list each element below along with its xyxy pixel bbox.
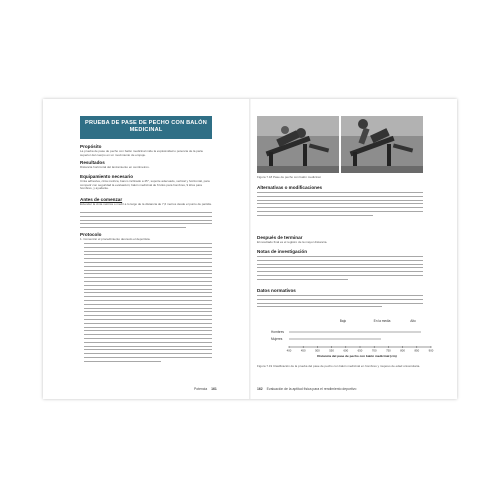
section-heading-proposito: Propósito [80, 144, 102, 149]
right-running-footer [257, 387, 356, 391]
chart-tick-label: 450 [300, 348, 306, 353]
section-body-protocolo: 1. Comenzar el procedimiento desnudo el deportista. [80, 237, 151, 241]
section-body-despues: El resultado final es el registro de la mayor distancia. [257, 240, 328, 244]
test-title-banner: PRUEBA DE PASE DE PECHO CON BALÓN MEDICINAL [80, 116, 212, 139]
left-footer-text: Potencia [194, 387, 208, 391]
section-heading-protocolo: Protocolo [80, 232, 102, 237]
figure-7-19-caption: Figura 7.19 Clasificación de la prueba del pase de pecho con balón medicinal en hombres y mujeres de edad universitaria. [257, 364, 421, 368]
section-body-proposito: La prueba de pase de pecho con balón medicinal mide la explosividad o potencia de la parte superior del cuerpo en un movimiento de empuje. [80, 149, 204, 157]
left-running-footer [194, 387, 217, 391]
chart-tick-label: 550 [329, 348, 334, 353]
section-body-equipamiento: Cinta adhesiva, cinta métrica, banco inclinado a 45°, soporte adecuado, vertical y horizontal, para competir con seguridad la evaluación; balón medicinal de 6 kilos para hombres, 9 kilos para hombres, y ayudante. [80, 179, 210, 191]
normative-chart [261, 317, 451, 362]
chart-header-low: Bajo [339, 319, 347, 323]
photo-release-position [341, 116, 423, 173]
chart-header-mid: En la media [373, 319, 391, 323]
section-heading-antes: Antes de comenzar [80, 197, 123, 202]
chart-tick-label: 850 [414, 348, 420, 353]
chart-tick-label: 650 [357, 348, 363, 353]
section-heading-datos: Datos normativos [257, 288, 296, 293]
chart-tick-label: 500 [315, 348, 320, 353]
section-body-antes: Extender la cinta métrica o medir a lo largo de la distancia de 7,6 metros desde el punto de partida. [80, 202, 212, 206]
book-spread [43, 99, 457, 399]
section-heading-alternativas: Alternativas o modificaciones [257, 185, 323, 190]
notas-text-lines [257, 256, 423, 283]
chart-tick-label: 700 [371, 348, 377, 353]
protocolo-text-lines [84, 243, 212, 365]
section-body-resultados: Distancia horizontal del lanzamiento en centímetros. [80, 165, 150, 169]
chart-tick-label: 900 [428, 348, 434, 353]
section-heading-despues: Después de terminar [257, 235, 303, 240]
right-footer-text: Evaluación de la aptitud física para el rendimiento deportivo [266, 387, 357, 391]
section-heading-resultados: Resultados [80, 160, 105, 165]
chart-header-high: Alto [410, 319, 416, 323]
section-heading-equipamiento: Equipamiento necesario [80, 174, 134, 179]
chart-tick-label: 400 [286, 348, 292, 353]
right-page [251, 99, 457, 399]
left-page-number: 161 [211, 387, 217, 391]
chart-x-label: Distancia del pase de pecho con balón medicinal (cm) [317, 354, 397, 358]
right-page-number: 162 [257, 387, 263, 391]
photo-start-position [257, 116, 339, 173]
chart-row-mujeres: Mujeres [271, 337, 283, 341]
antes-text-lines [80, 212, 212, 231]
section-heading-notas: Notas de investigación [257, 249, 308, 254]
alternativas-text-lines [257, 192, 423, 219]
chart-tick-label: 800 [400, 348, 405, 353]
chart-tick-label: 600 [343, 348, 349, 353]
chart-tick-label: 750 [386, 348, 391, 353]
figure-7-18-caption: Figura 7.18 Pase de pecho con balón medicinal. [257, 175, 322, 179]
left-page [43, 99, 249, 399]
normative-chart-svg [261, 317, 451, 362]
chart-row-hombres: Hombres [271, 330, 284, 334]
datos-text-lines [257, 295, 423, 310]
